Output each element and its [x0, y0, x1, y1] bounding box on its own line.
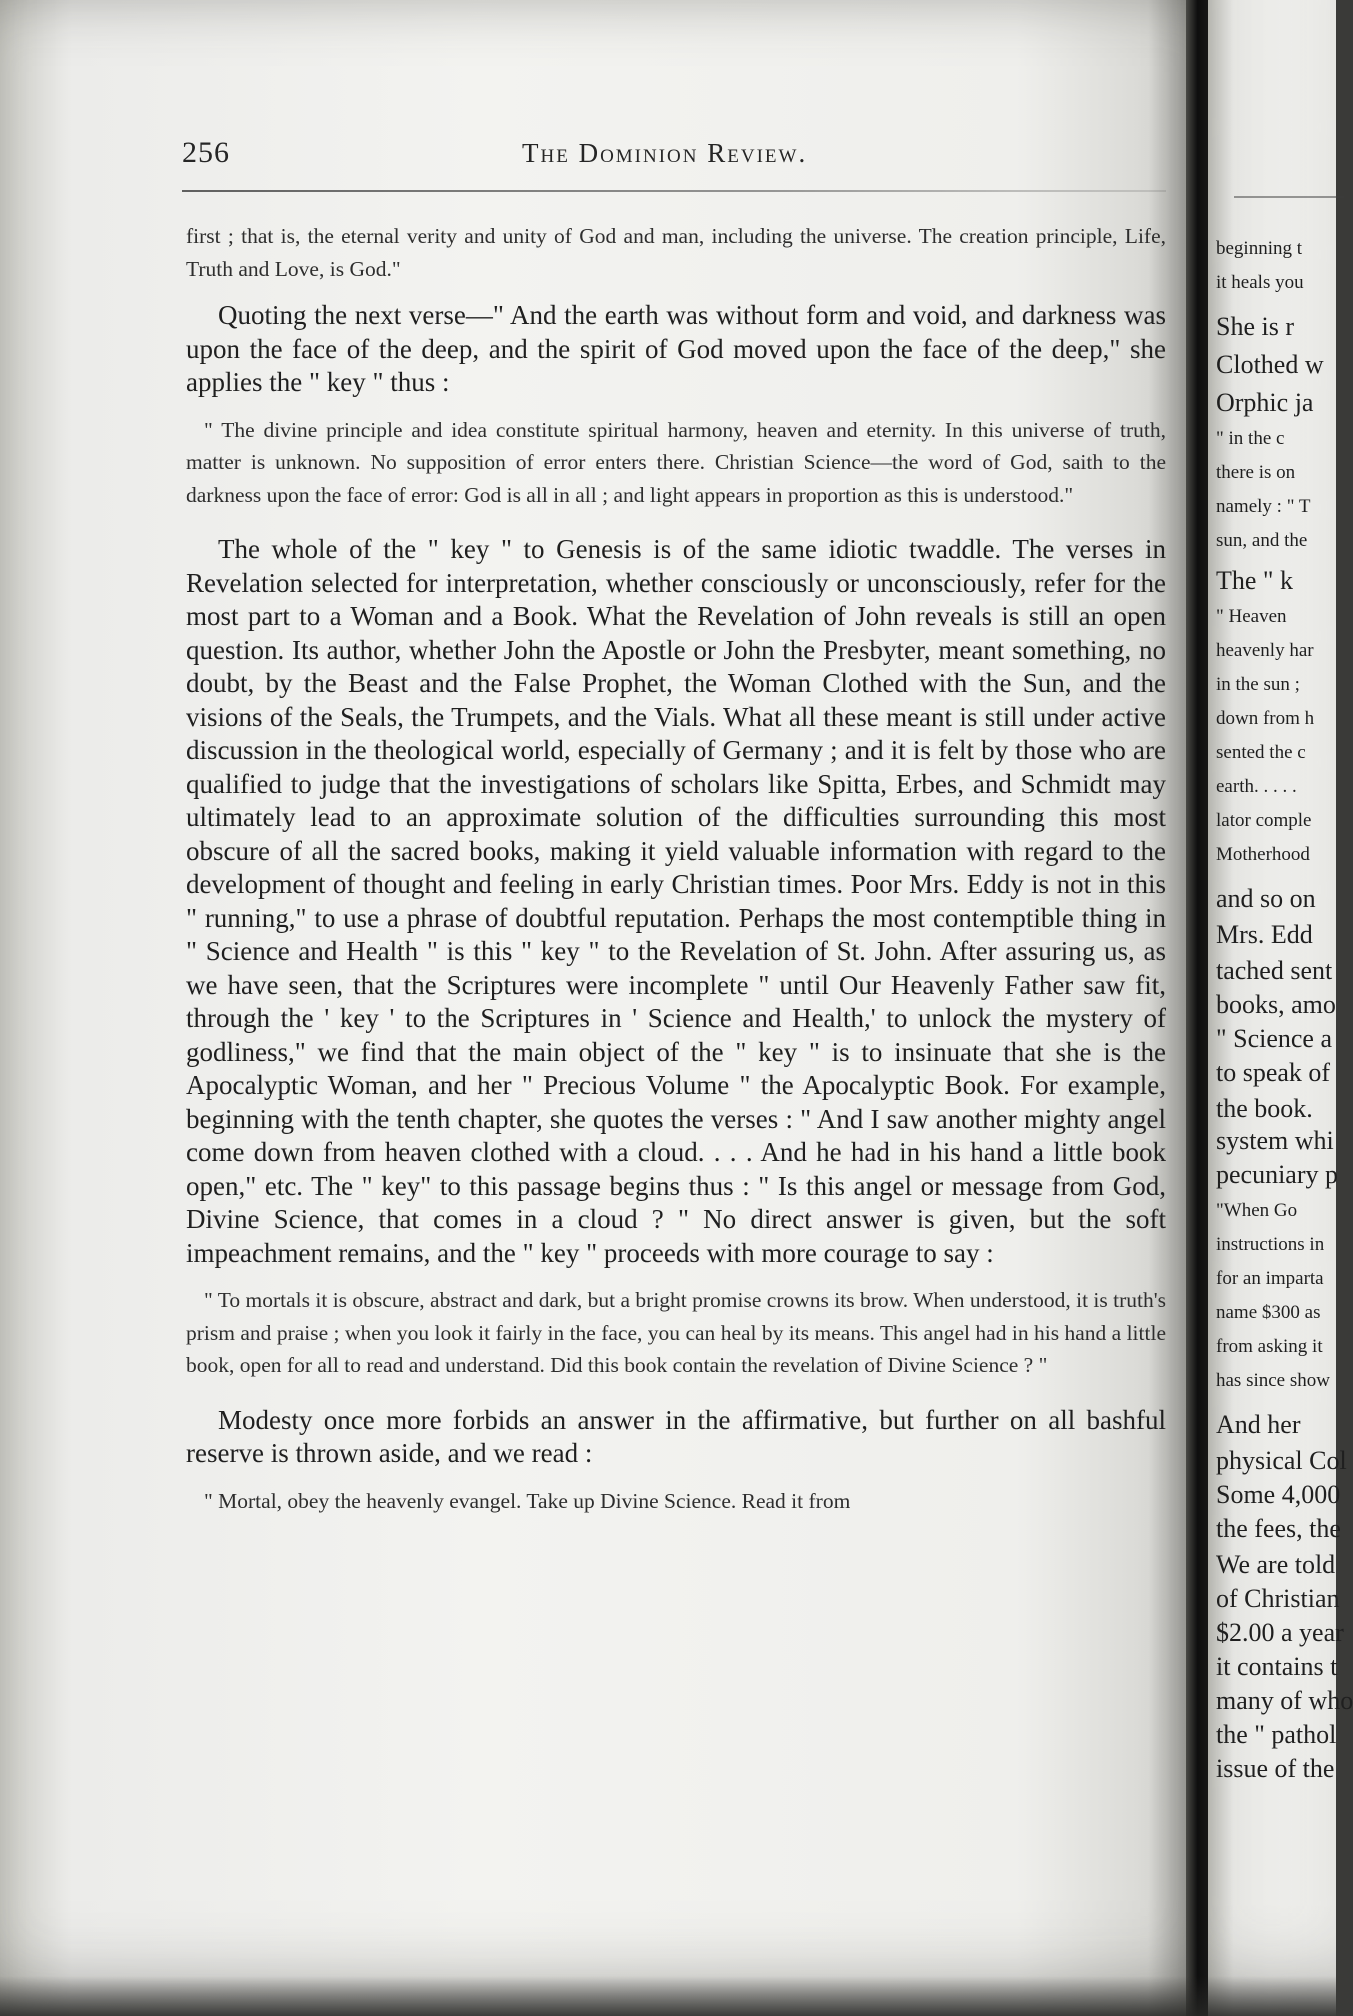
- right-page-line-fragment: there is on: [1216, 462, 1296, 483]
- right-page-line-fragment: sun, and the: [1216, 530, 1308, 551]
- right-page-line-fragment: it contains t: [1216, 1652, 1338, 1681]
- body-paragraph: The whole of the " key " to Genesis is of the same idiotic twaddle. The verses in Revelation selected for interpretation, whether consciously or unconsciously, refer for the most part to a Woman and a Book. What the Revelation of John reveals is still an open question. Its author, whether John the Apostle or John the Presbyter, meant something, no doubt, by the Beast and the False Prophet, the Woman Clothed with the Sun, and the visions of the Seals, the Trumpets, and the Vials. What all these meant is still under active discussion in the theological world, especially of Germany ; and it is felt by those who are qualified to judge that the investigations of scholars like Spitta, Erbes, and Schmidt may ultimately lead to an approximate solution of the difficulties surrounding this most obscure of all the sacred books, making it yield valuable information with regard to the development of thought and feeling in early Christian times. Poor Mrs. Eddy is not in this " running," to use a phrase of doubtful reputation. Perhaps the most contemptible thing in " Science and Health " is this " key " to the Revelation of St. John. After assuring us, as we have seen, that the Scriptures were incomplete " until Our Heavenly Father saw fit, through the ' key ' to the Scriptures in ' Science and Health,' to unlock the mystery of godliness," we find that the main object of the " key " is to insinuate that she is the Apocalyptic Woman, and her " Precious Volume " the Apocalyptic Book. For example, beginning with the tenth chapter, she quotes the verses : " And I saw another mighty angel come down from heaven clothed with a cloud. . . . And he had in his hand a little book open," etc. The " key" to this passage begins thus : " Is this angel or message from God, Divine Science, that comes in a cloud ? " No direct answer is given, but the soft impeachment remains, and the " key " proceeds with more courage to say :: [186, 534, 1166, 1268]
- right-page-line-fragment: earth. . . . .: [1216, 776, 1297, 797]
- right-page-line-fragment: Motherhood: [1216, 844, 1310, 865]
- page-number: 256: [182, 136, 230, 169]
- right-page-line-fragment: instructions in: [1216, 1234, 1325, 1255]
- running-head: [182, 136, 1166, 176]
- right-page-line-fragment: of Christian: [1216, 1584, 1340, 1613]
- right-page-line-fragment: the " pathol: [1216, 1720, 1337, 1749]
- right-page-line-fragment: to speak of: [1216, 1058, 1331, 1087]
- right-page-line-fragment: We are told: [1216, 1550, 1336, 1579]
- journal-title: The Dominion Review.: [522, 138, 808, 168]
- right-page-line-fragment: in the sun ;: [1216, 674, 1300, 695]
- right-page-line-fragment: many of who: [1216, 1686, 1353, 1715]
- right-page-line-fragment: Orphic ja: [1216, 388, 1314, 417]
- right-page-line-fragment: issue of the: [1216, 1754, 1335, 1783]
- right-page-line-fragment: beginning t: [1216, 238, 1303, 259]
- right-page-line-fragment: down from h: [1216, 708, 1315, 729]
- right-page-line-fragment: " in the c: [1216, 428, 1285, 449]
- right-page-line-fragment: sented the c: [1216, 742, 1306, 763]
- right-page-line-fragment: it heals you: [1216, 272, 1304, 293]
- right-page-line-fragment: "When Go: [1216, 1200, 1298, 1221]
- right-page-line-fragment: system whi: [1216, 1126, 1334, 1155]
- right-page-line-fragment: Mrs. Edd: [1216, 920, 1313, 949]
- right-page-line-fragment: tached sent: [1216, 956, 1333, 985]
- right-page-line-fragment: physical Col: [1216, 1446, 1347, 1475]
- right-page-line-fragment: Clothed w: [1216, 350, 1324, 379]
- right-page-line-fragment: pecuniary p: [1216, 1160, 1339, 1189]
- right-page-line-fragment: heavenly har: [1216, 640, 1314, 661]
- right-page-line-fragment: books, amo: [1216, 990, 1336, 1019]
- body-paragraph: Quoting the next verse—" And the earth was without form and void, and darkness was upon the face of the deep, and the spirit of God moved upon the face of the deep," she applies the " key " thus :: [186, 300, 1166, 397]
- right-header-rule: [1234, 196, 1344, 198]
- right-page-line-fragment: And her: [1216, 1410, 1301, 1439]
- right-page-line-fragment: " Heaven: [1216, 606, 1287, 627]
- right-page-line-fragment: She is r: [1216, 312, 1294, 341]
- scan-bottom-shadow: [0, 1976, 1336, 2016]
- right-page-line-fragment: $2.00 a year: [1216, 1618, 1344, 1647]
- right-page-line-fragment: The " k: [1216, 566, 1294, 595]
- right-page-line-fragment: for an imparta: [1216, 1268, 1324, 1289]
- right-page-line-fragment: the fees, the: [1216, 1514, 1341, 1543]
- text-column: [186, 220, 1166, 1517]
- quote-paragraph: " The divine principle and idea constitute spiritual harmony, heaven and eternity. In this universe of truth, matter is unknown. No supposition of error enters there. Christian Science—the word of God, saith to the darkness upon the face of error: God is all in all ; and light appears in proportion as this is understood.": [186, 417, 1166, 507]
- quote-paragraph: first ; that is, the eternal verity and unity of God and man, including the universe. The creation principle, Life, Truth and Love, is God.": [186, 224, 1166, 281]
- right-page-line-fragment: the book.: [1216, 1094, 1313, 1123]
- header-rule: [182, 190, 1166, 192]
- right-page-line-fragment: " Science a: [1216, 1024, 1332, 1053]
- right-page-line-fragment: lator comple: [1216, 810, 1312, 831]
- body-paragraph: Modesty once more forbids an answer in the affirmative, but further on all bashful reserve is thrown aside, and we read :: [186, 1404, 1166, 1468]
- quote-paragraph: " To mortals it is obscure, abstract and dark, but a bright promise crowns its brow. When understood, it is truth's prism and praise ; when you look it fairly in the face, you can heal by its means. This angel had in his hand a little book, open for all to read and understand. Did this book contain the revelation of Divine Science ? ": [186, 1288, 1166, 1377]
- quote-paragraph: " Mortal, obey the heavenly evangel. Take up Divine Science. Read it from: [204, 1488, 851, 1513]
- right-page-line-fragment: from asking it: [1216, 1336, 1323, 1357]
- right-page-line-fragment: Some 4,000: [1216, 1480, 1341, 1509]
- right-page-line-fragment: and so on: [1216, 884, 1316, 913]
- right-page-line-fragment: has since show: [1216, 1370, 1330, 1391]
- right-page: [1208, 0, 1353, 2016]
- right-page-line-fragment: namely : " T: [1216, 496, 1311, 517]
- right-page-line-fragment: name $300 as: [1216, 1302, 1321, 1323]
